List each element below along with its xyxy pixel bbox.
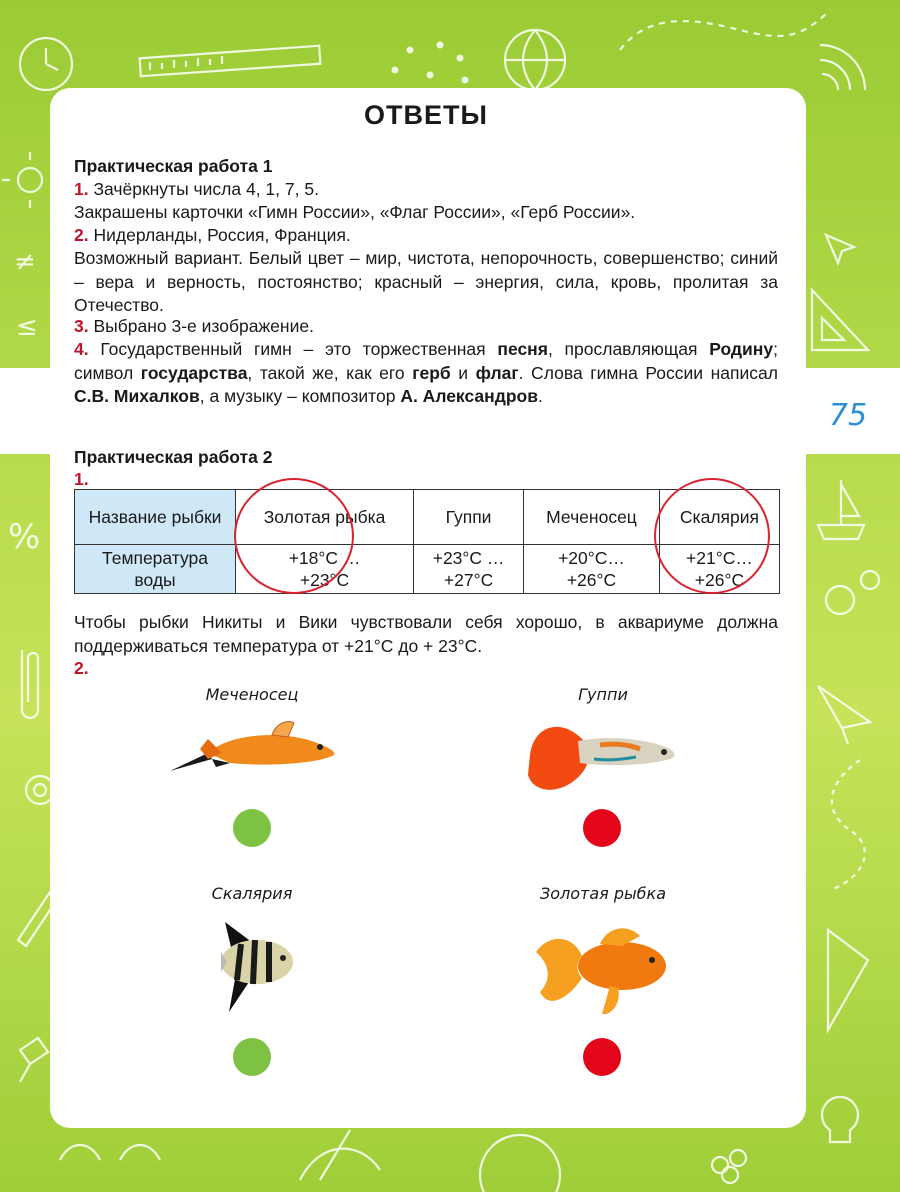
work1-heading: Практическая работа 1 bbox=[74, 156, 273, 176]
green-mark-dot bbox=[233, 809, 271, 847]
work1-item-4 bbox=[74, 338, 778, 409]
item-text: Закрашены карточки «Гимн России», «Флаг России», «Герб России». bbox=[74, 202, 636, 222]
work1-item-2 bbox=[74, 224, 778, 248]
item-text: . Слова гимна России написал bbox=[518, 362, 778, 383]
svg-text:%: % bbox=[8, 517, 41, 557]
item-text: . bbox=[537, 386, 543, 406]
fish-caption: Золотая рыбка bbox=[539, 884, 667, 903]
page-number: 75 bbox=[828, 398, 868, 433]
red-mark-dot bbox=[583, 809, 621, 847]
ball-icon bbox=[480, 1135, 560, 1192]
fish-caption: Скалярия bbox=[211, 884, 293, 903]
item-text: , такой же, как его bbox=[247, 362, 405, 383]
item-number: 1. bbox=[74, 179, 89, 199]
red-circle-mark bbox=[654, 478, 770, 594]
item-bold-text: А. Александров bbox=[400, 386, 538, 406]
table-header-cell: Название рыбки bbox=[75, 490, 236, 545]
swordtail-fish-image bbox=[160, 715, 340, 785]
red-mark-dot bbox=[583, 1038, 621, 1076]
item-number: 3. bbox=[74, 316, 89, 336]
table-cell: Меченосец bbox=[524, 490, 660, 545]
work1-item-1-cont bbox=[74, 201, 778, 225]
table-cell: Золотая рыбка bbox=[236, 490, 414, 545]
pushpin-icon bbox=[20, 1038, 48, 1082]
temp-to: +26°C bbox=[566, 570, 617, 590]
cursor-icon bbox=[826, 235, 854, 263]
work2-heading: Практическая работа 2 bbox=[74, 447, 273, 467]
svg-text:≤: ≤ bbox=[16, 312, 38, 342]
item-bold-text: государства bbox=[140, 362, 248, 383]
paper-plane-icon bbox=[818, 686, 870, 744]
item-number: 2. bbox=[74, 225, 89, 245]
temp-from: +18°C … bbox=[288, 548, 361, 568]
page-title: ОТВЕТЫ bbox=[364, 100, 488, 130]
temp-from: +20°C… bbox=[558, 548, 625, 568]
item-text: Государственный гимн – это торжественная bbox=[100, 339, 486, 359]
ruler-icon bbox=[140, 46, 321, 77]
goldfish-image bbox=[530, 922, 680, 1022]
sun-icon bbox=[18, 168, 42, 192]
svg-text:≠: ≠ bbox=[14, 247, 36, 277]
angelfish-image bbox=[205, 912, 305, 1022]
item-bold-text: флаг bbox=[475, 362, 519, 383]
temp-to: +23°C bbox=[299, 570, 350, 590]
red-circle-mark bbox=[234, 478, 354, 594]
item-number: 4. bbox=[74, 339, 89, 359]
item-bold-text: Родину bbox=[709, 339, 774, 359]
paperclip-icon bbox=[22, 650, 38, 718]
item-bold-text: герб bbox=[412, 362, 451, 383]
work1-item-2-cont bbox=[74, 247, 778, 318]
temp-from: +21°C… bbox=[686, 548, 753, 568]
item-text: , а музыку – композитор bbox=[199, 386, 396, 406]
work2-item-2-number: 2. bbox=[74, 658, 89, 678]
wifi-icon bbox=[820, 45, 865, 90]
item-text: и bbox=[458, 362, 469, 383]
guppy-fish-image bbox=[520, 715, 690, 805]
item-bold-text: С.В. Михалков bbox=[74, 386, 200, 406]
item-text: , прославляющая bbox=[547, 339, 698, 359]
item-text: Выбрано 3-е изображение. bbox=[93, 316, 314, 336]
set-square-icon bbox=[812, 290, 868, 350]
item-text: ; символ bbox=[74, 339, 778, 383]
work1-item-1 bbox=[74, 178, 778, 202]
table-header-cell: Температура воды bbox=[75, 545, 236, 594]
triangle-icon bbox=[828, 930, 868, 1030]
table-cell: Гуппи bbox=[414, 490, 524, 545]
temp-to: +26°C bbox=[694, 570, 745, 590]
boat-icon bbox=[818, 480, 864, 539]
gear-icon bbox=[826, 586, 854, 614]
work1-item-3 bbox=[74, 315, 778, 339]
item-bold-text: песня bbox=[497, 339, 548, 359]
item-text: Зачёркнуты числа 4, 1, 7, 5. bbox=[93, 179, 319, 199]
item-text: Возможный вариант. Белый цвет – мир, чистота, непорочность, совершенство; синий – вера и верность, постоянство; красный – энергия, сила, кровь, пролитая за Отечество. bbox=[74, 248, 778, 315]
fish-caption: Гуппи bbox=[578, 685, 628, 704]
table-cell bbox=[524, 545, 660, 594]
work2-item-1-number: 1. bbox=[74, 469, 89, 489]
temp-to: +27°C bbox=[443, 570, 494, 590]
fish-caption: Меченосец bbox=[205, 685, 299, 704]
temp-from: +23°C … bbox=[432, 548, 505, 568]
item-text: Нидерланды, Россия, Франция. bbox=[93, 225, 351, 245]
table-cell: Скалярия bbox=[659, 490, 779, 545]
work2-conclusion: Чтобы рыбки Никиты и Вики чувствовали себя хорошо, в аквариуме должна поддерживаться температура от +21°C до + 23°C. bbox=[74, 612, 778, 656]
lightbulb-icon bbox=[822, 1097, 858, 1142]
table-cell bbox=[414, 545, 524, 594]
green-mark-dot bbox=[233, 1038, 271, 1076]
